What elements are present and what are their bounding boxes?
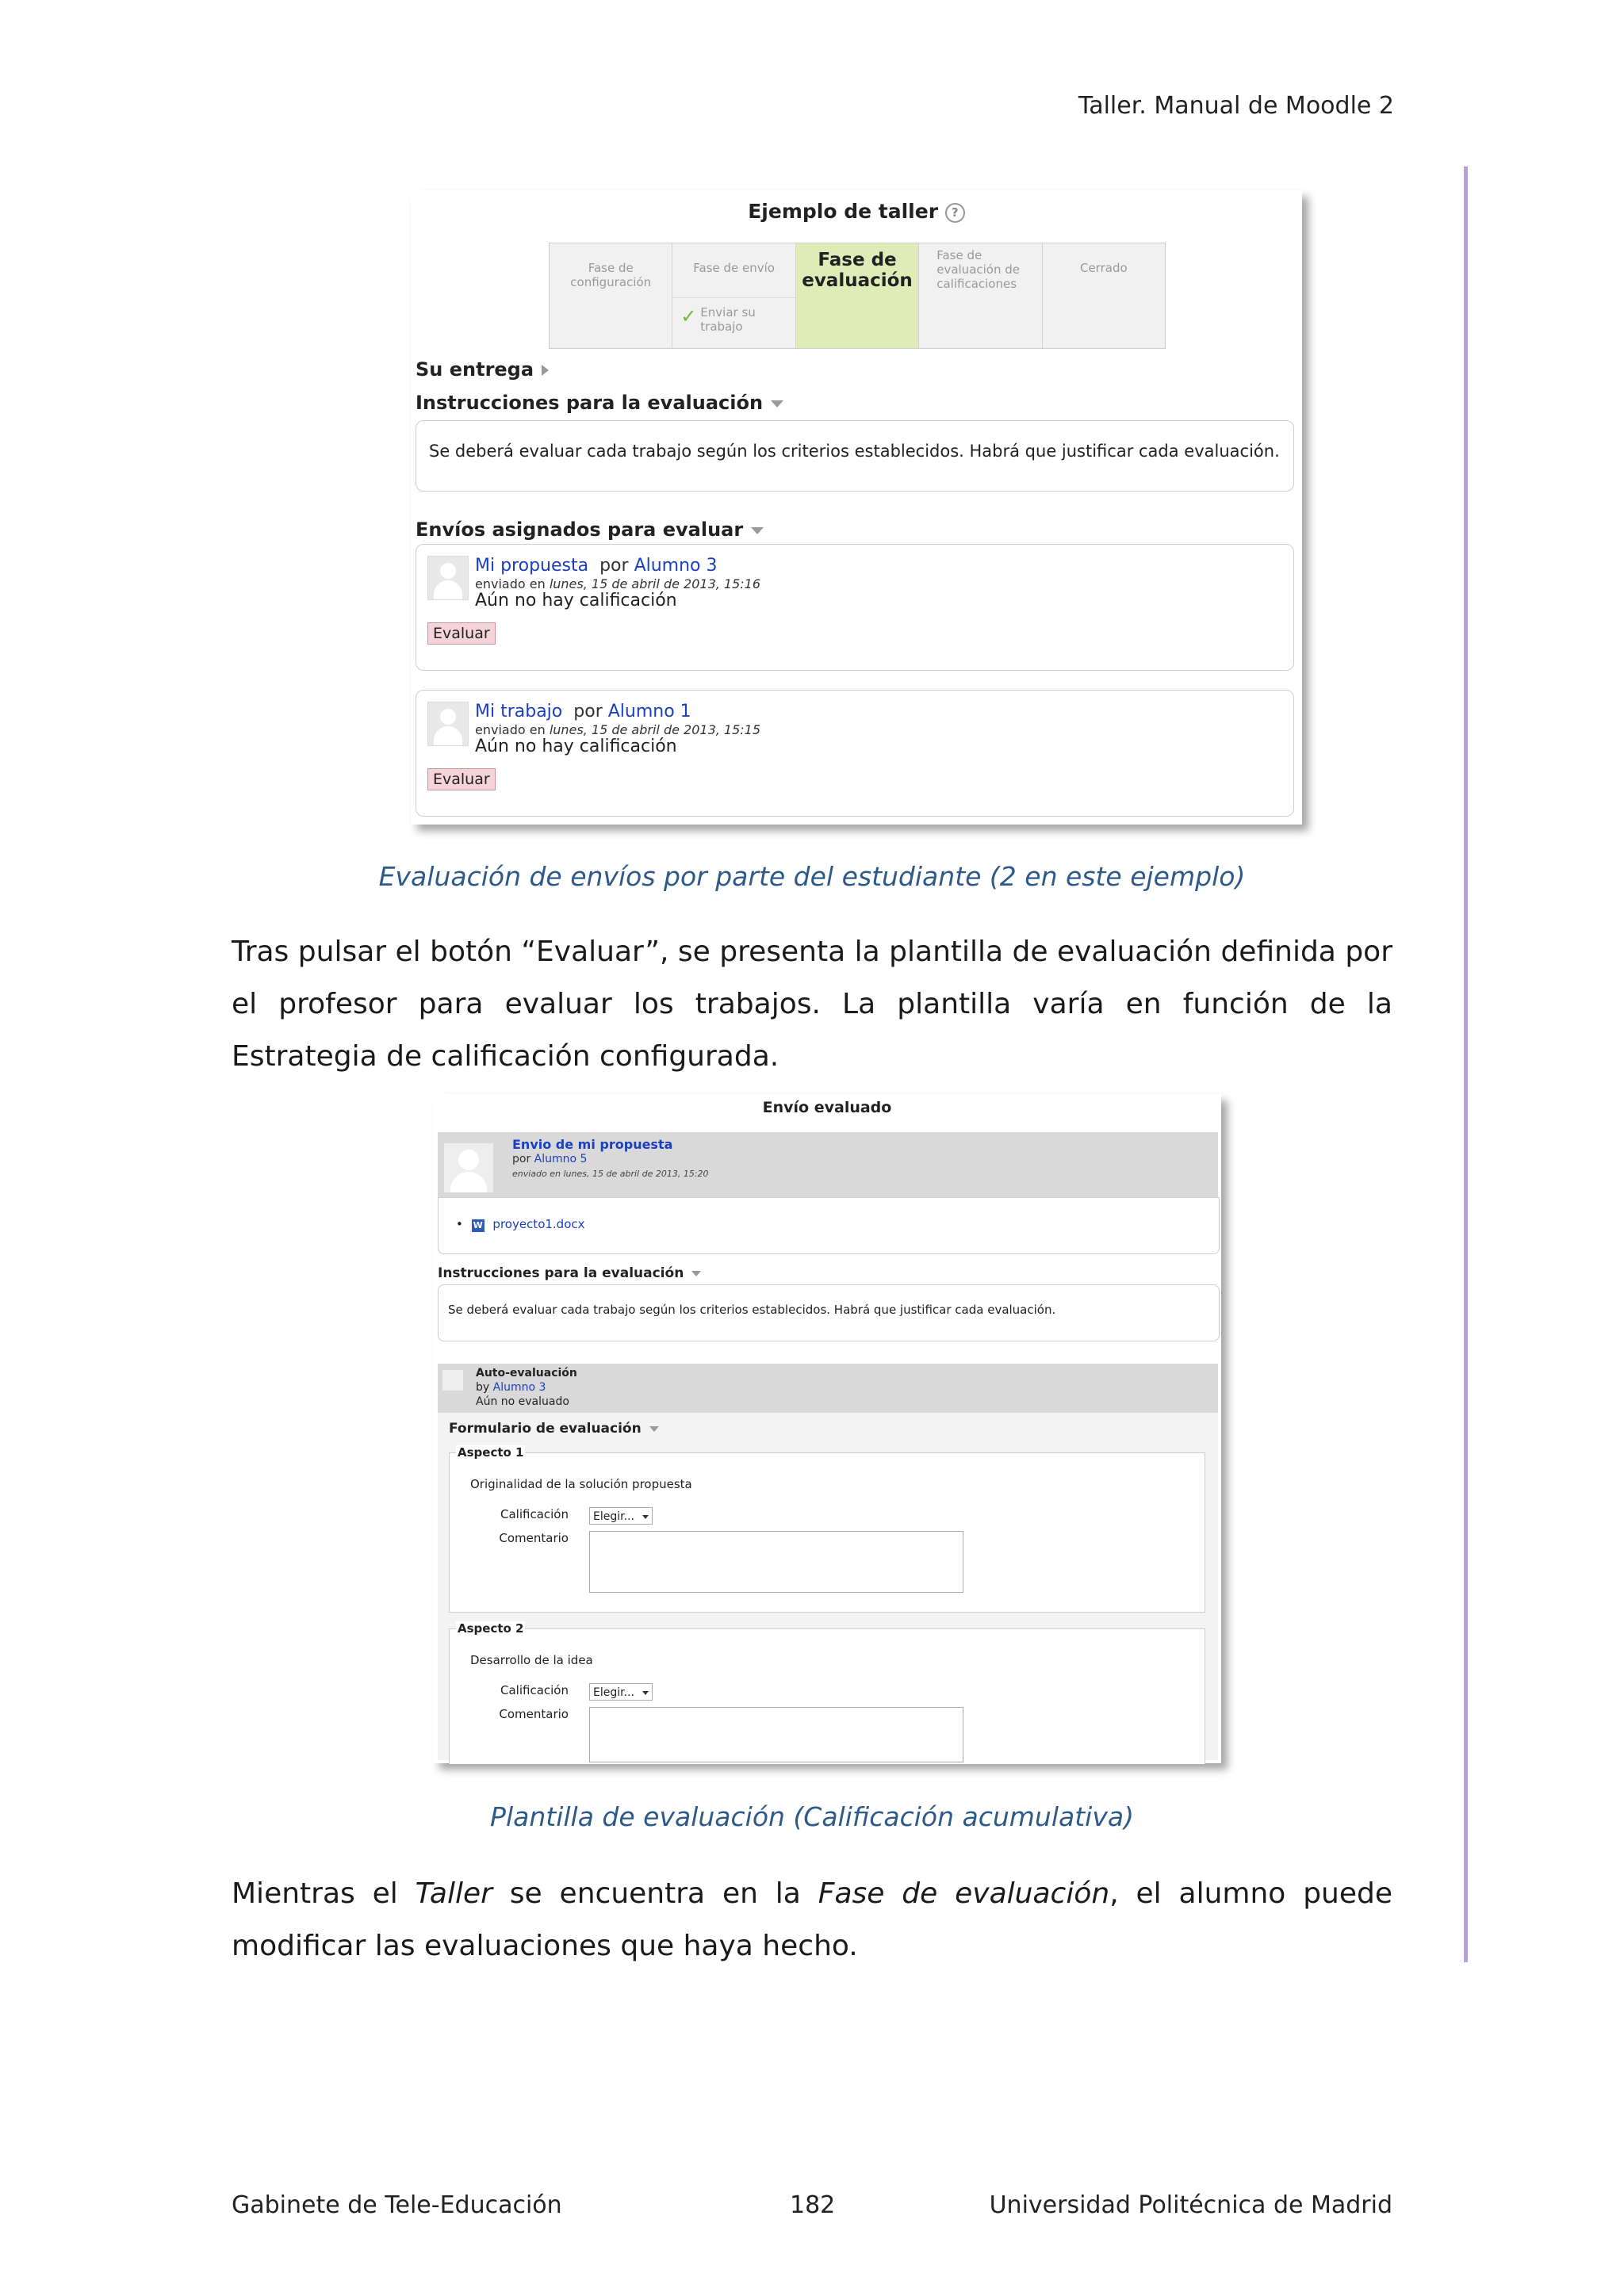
avatar bbox=[442, 1370, 463, 1391]
collapse-icon bbox=[691, 1271, 701, 1276]
self-assessment-author: by Alumno 3 bbox=[476, 1381, 546, 1394]
aspect-description: Originalidad de la solución propuesta bbox=[470, 1477, 692, 1491]
attachment-item[interactable] bbox=[456, 1217, 585, 1232]
instructions-text: Se deberá evaluar cada trabajo según los criterios establecidos. Habrá que justificar cada evaluación. bbox=[448, 1303, 1056, 1317]
attachments-box bbox=[438, 1197, 1220, 1254]
phase-label: Fase de evaluación de calificaciones bbox=[936, 248, 1020, 291]
por-label: por bbox=[599, 556, 629, 576]
instructions-box bbox=[438, 1284, 1220, 1341]
page-header: Taller. Manual de Moodle 2 bbox=[1078, 92, 1394, 120]
evaluar-button[interactable]: Evaluar bbox=[427, 768, 496, 790]
phase-grading-evaluation[interactable] bbox=[919, 243, 1042, 348]
submission-header bbox=[475, 702, 691, 721]
form-heading[interactable]: Formulario de evaluación bbox=[449, 1421, 659, 1437]
sent-prefix: enviado en bbox=[475, 722, 546, 737]
grade-select[interactable]: Elegir... bbox=[589, 1507, 653, 1525]
instructions-text: Se deberá evaluar cada trabajo según los criterios establecidos. Habrá que justificar cada evaluación. bbox=[429, 442, 1280, 461]
author-link[interactable]: Alumno 1 bbox=[607, 702, 691, 721]
comment-textarea[interactable] bbox=[589, 1707, 963, 1762]
avatar bbox=[427, 556, 469, 600]
aspect-description: Desarrollo de la idea bbox=[470, 1653, 593, 1667]
aspect-fieldset bbox=[449, 1621, 1205, 1764]
collapse-icon bbox=[771, 400, 783, 408]
comment-label: Comentario bbox=[499, 1531, 569, 1545]
file-link[interactable]: proyecto1.docx bbox=[492, 1217, 585, 1231]
self-assessment-title: Auto-evaluación bbox=[476, 1367, 577, 1380]
phase-assessment[interactable] bbox=[796, 243, 919, 348]
task-label: Enviar su trabajo bbox=[700, 305, 756, 334]
comment-label: Comentario bbox=[499, 1707, 569, 1721]
phase-label: Fase de evaluación bbox=[802, 250, 913, 291]
aspect-legend: Aspecto 1 bbox=[458, 1445, 524, 1460]
figure-evaluation-form-screenshot bbox=[433, 1094, 1221, 1763]
grade-status: Aún no hay calificación bbox=[475, 591, 677, 610]
phase-divider bbox=[672, 297, 795, 298]
check-icon: ✓ bbox=[680, 305, 697, 327]
figure-caption-1: Evaluación de envíos por parte del estudiante (2 en este ejemplo) bbox=[378, 861, 1246, 892]
bullet: • bbox=[456, 1217, 463, 1231]
submission-header bbox=[438, 1132, 1218, 1197]
sent-date: lunes, 15 de abril de 2013, 15:16 bbox=[549, 576, 761, 591]
footer-right: Universidad Politécnica de Madrid bbox=[989, 2191, 1392, 2219]
footer-left: Gabinete de Tele-Educación bbox=[232, 2191, 562, 2219]
submission-card bbox=[416, 544, 1294, 671]
self-assessment-status: Aún no evaluado bbox=[476, 1395, 569, 1408]
su-entrega-heading[interactable] bbox=[416, 358, 549, 381]
dropdown-icon bbox=[642, 1515, 649, 1519]
submission-date bbox=[475, 576, 760, 591]
por-label: por bbox=[573, 702, 603, 721]
submission-header bbox=[475, 556, 718, 576]
comment-textarea[interactable] bbox=[589, 1531, 963, 1593]
author-link[interactable]: Alumno 5 bbox=[534, 1153, 588, 1165]
workshop-title-text: Ejemplo de taller bbox=[748, 200, 939, 223]
margin-bar bbox=[1464, 166, 1468, 1962]
avatar bbox=[444, 1143, 493, 1192]
submission-link[interactable]: Mi trabajo bbox=[475, 702, 563, 721]
submission-title[interactable]: Envio de mi propuesta bbox=[512, 1137, 673, 1152]
dropdown-icon bbox=[642, 1691, 649, 1695]
author-link[interactable]: Alumno 3 bbox=[634, 556, 718, 576]
grade-label: Calificación bbox=[500, 1507, 569, 1521]
instructions-heading[interactable]: Instrucciones para la evaluación bbox=[438, 1265, 701, 1281]
evaluated-submission-title: Envío evaluado bbox=[762, 1099, 892, 1116]
word-file-icon: W bbox=[473, 1220, 483, 1230]
grade-label: Calificación bbox=[500, 1683, 569, 1697]
footer-page-number: 182 bbox=[790, 2191, 836, 2219]
phase-bar bbox=[549, 243, 1166, 349]
sent-date: lunes, 15 de abril de 2013, 15:15 bbox=[549, 722, 761, 737]
collapse-icon bbox=[751, 527, 764, 534]
aspect-fieldset bbox=[449, 1445, 1205, 1613]
help-icon[interactable]: ? bbox=[945, 203, 965, 223]
phase-closed[interactable] bbox=[1043, 243, 1165, 348]
grade-status: Aún no hay calificación bbox=[475, 737, 677, 756]
phase-label: Cerrado bbox=[1079, 261, 1128, 275]
heading-text: Su entrega bbox=[416, 358, 534, 381]
figure-workshop-screenshot bbox=[411, 190, 1302, 825]
evaluation-form-area bbox=[438, 1413, 1218, 1760]
submission-date: enviado en lunes, 15 de abril de 2013, 15:20 bbox=[512, 1169, 709, 1179]
instructions-heading[interactable] bbox=[416, 392, 783, 414]
figure-caption-2: Plantilla de evaluación (Calificación acumulativa) bbox=[490, 1801, 1134, 1832]
submission-card bbox=[416, 690, 1294, 817]
phase-setup[interactable] bbox=[550, 243, 672, 348]
heading-text: Instrucciones para la evaluación bbox=[416, 392, 764, 414]
assigned-submissions-heading[interactable] bbox=[416, 519, 764, 541]
aspect-legend: Aspecto 2 bbox=[458, 1621, 524, 1636]
author-link[interactable]: Alumno 3 bbox=[492, 1381, 546, 1394]
avatar bbox=[427, 702, 469, 746]
phase-label: Fase de envío bbox=[693, 261, 775, 275]
expand-icon bbox=[542, 365, 549, 376]
instructions-box bbox=[416, 420, 1294, 492]
submission-date bbox=[475, 722, 760, 737]
workshop-title bbox=[411, 200, 1302, 223]
body-paragraph-2: Mientras el Taller se encuentra en la Fase de evaluación, el alumno puede modificar las evaluaciones que haya hecho. bbox=[232, 1877, 1393, 1962]
phase-label: Fase de configuración bbox=[570, 261, 652, 289]
self-assessment-header bbox=[438, 1364, 1218, 1413]
collapse-icon bbox=[649, 1426, 659, 1432]
submission-link[interactable]: Mi propuesta bbox=[475, 556, 589, 576]
phase-submission[interactable] bbox=[672, 243, 795, 348]
evaluar-button[interactable]: Evaluar bbox=[427, 622, 496, 645]
submission-author: por Alumno 5 bbox=[512, 1153, 588, 1165]
heading-text: Envíos asignados para evaluar bbox=[416, 519, 744, 541]
sent-prefix: enviado en bbox=[475, 576, 546, 591]
body-paragraph-1: Tras pulsar el botón “Evaluar”, se presenta la plantilla de evaluación definida por el profesor para evaluar los trabajos. La plantilla varía en función de la Estrategia de calificación configurada. bbox=[232, 936, 1392, 1073]
phase-task bbox=[680, 305, 772, 334]
grade-select[interactable]: Elegir... bbox=[589, 1683, 653, 1701]
